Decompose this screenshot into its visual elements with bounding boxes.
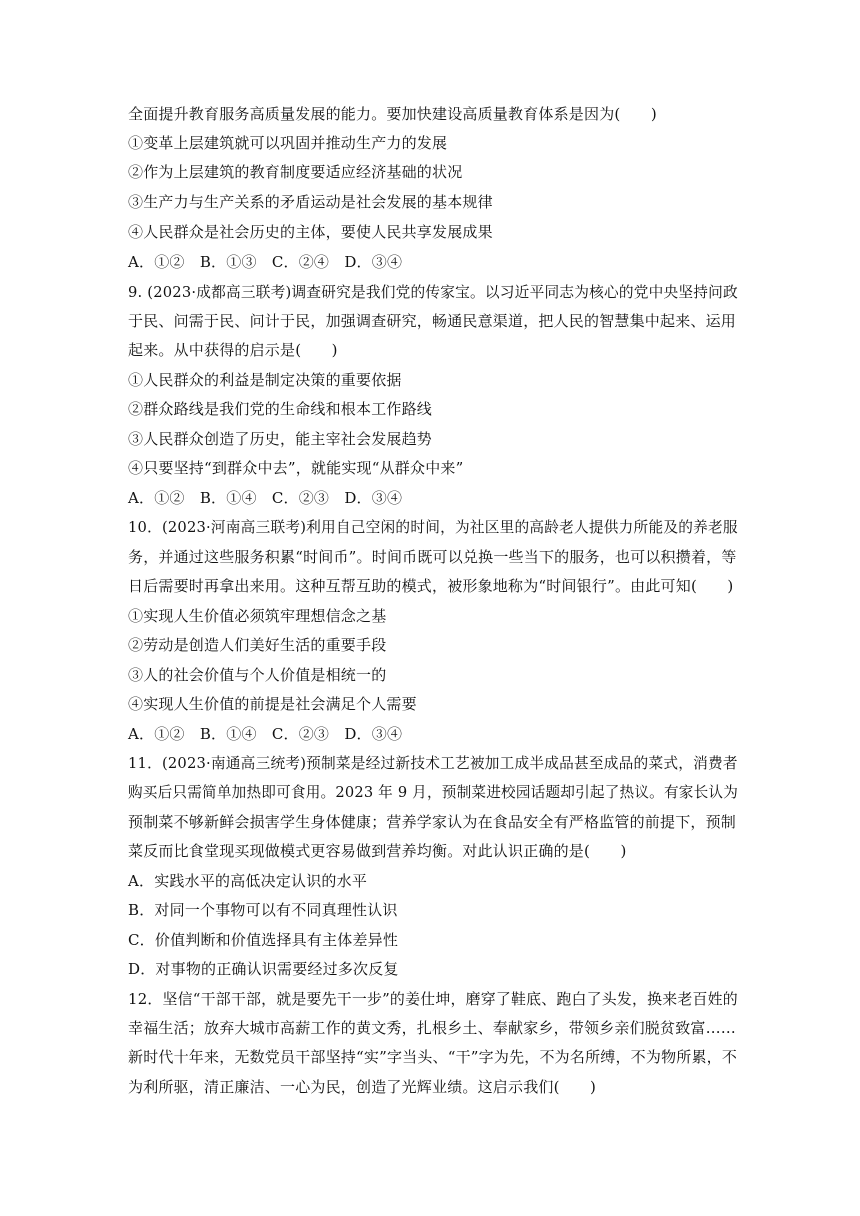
question-12-text: 12．坚信“干部干部，就是要先干一步”的姜仕坤，磨穿了鞋底、跑白了头发，换来老百姓的 bbox=[128, 990, 738, 1008]
option-line: ②作为上层建筑的教育制度要适应经济基础的状况 bbox=[128, 163, 463, 181]
option-line: ②群众路线是我们党的生命线和根本工作路线 bbox=[128, 400, 433, 418]
question-10-text: 日后需要时再拿出来用。这种互帮互助的模式，被形象地称为“时间银行”。由此可知( ) bbox=[128, 577, 734, 595]
question-9-text: 9. (2023·成都高三联考)调查研究是我们党的传家宝。以习近平同志为核心的党中央坚持问政 bbox=[128, 283, 738, 301]
option-line: ①变革上层建筑就可以巩固并推动生产力的发展 bbox=[128, 134, 448, 152]
question-9-text: 于民、问需于民、问计于民，加强调查研究，畅通民意渠道，把人民的智慧集中起来、运用 bbox=[128, 312, 737, 330]
question-12-text: 新时代十年来，无数党员干部坚持“实”字当头、“干”字为先，不为名所缚，不为物所累，不 bbox=[128, 1048, 738, 1066]
option-line: ③生产力与生产关系的矛盾运动是社会发展的基本规律 bbox=[128, 193, 493, 211]
answer-choices: A．①② B．①④ C．②③ D．③④ bbox=[128, 489, 403, 507]
option-line: ①人民群众的利益是制定决策的重要依据 bbox=[128, 371, 402, 389]
option-c: C．价值判断和价值选择具有主体差异性 bbox=[128, 931, 399, 949]
option-b: B．对同一个事物可以有不同真理性认识 bbox=[128, 901, 398, 919]
question-10-text: 10．(2023·河南高三联考)利用自己空闲的时间，为社区里的高龄老人提供力所能及的养老服 bbox=[128, 518, 738, 536]
option-line: ③人民群众创造了历史，能主宰社会发展趋势 bbox=[128, 430, 433, 448]
question-10-text: 务，并通过这些服务积累“时间币”。时间币既可以兑换一些当下的服务，也可以积攒着，等 bbox=[128, 548, 737, 566]
question-9-text: 起来。从中获得的启示是( ) bbox=[128, 341, 338, 359]
question-11-text: 菜反而比食堂现买现做模式更容易做到营养均衡。对此认识正确的是( ) bbox=[128, 842, 627, 860]
option-line: ③人的社会价值与个人价值是相统一的 bbox=[128, 666, 387, 684]
option-line: ④只要坚持“到群众中去”，就能实现“从群众中来” bbox=[128, 459, 464, 477]
answer-choices: A．①② B．①④ C．②③ D．③④ bbox=[128, 725, 403, 743]
option-line: ④人民群众是社会历史的主体，要使人民共享发展成果 bbox=[128, 223, 493, 241]
text-line: 全面提升教育服务高质量发展的能力。要加快建设高质量教育体系是因为( ) bbox=[128, 105, 657, 123]
option-d: D．对事物的正确认识需要经过多次反复 bbox=[128, 960, 399, 978]
option-line: ④实现人生价值的前提是社会满足个人需要 bbox=[128, 695, 417, 713]
option-line: ②劳动是创造人们美好生活的重要手段 bbox=[128, 636, 387, 654]
option-a: A．实践水平的高低决定认识的水平 bbox=[128, 872, 368, 890]
option-line: ①实现人生价值必须筑牢理想信念之基 bbox=[128, 607, 387, 625]
answer-choices: A．①② B．①③ C．②④ D．③④ bbox=[128, 253, 403, 271]
question-11-text: 11．(2023·南通高三统考)预制菜是经过新技术工艺被加工成半成品甚至成品的菜式，消费者 bbox=[128, 754, 738, 772]
question-11-text: 购买后只需简单加热即可食用。2023 年 9 月，预制菜进校园话题却引起了热议。有家长认为 bbox=[128, 783, 739, 801]
question-12-text: 幸福生活；放弃大城市高薪工作的黄文秀，扎根乡土、奉献家乡，带领乡亲们脱贫致富…… bbox=[128, 1019, 737, 1037]
question-11-text: 预制菜不够新鲜会损害学生身体健康；营养学家认为在食品安全有严格监管的前提下，预制 bbox=[128, 813, 737, 831]
question-12-text: 为利所驱，清正廉洁、一心为民，创造了光辉业绩。这启示我们( ) bbox=[128, 1078, 597, 1096]
